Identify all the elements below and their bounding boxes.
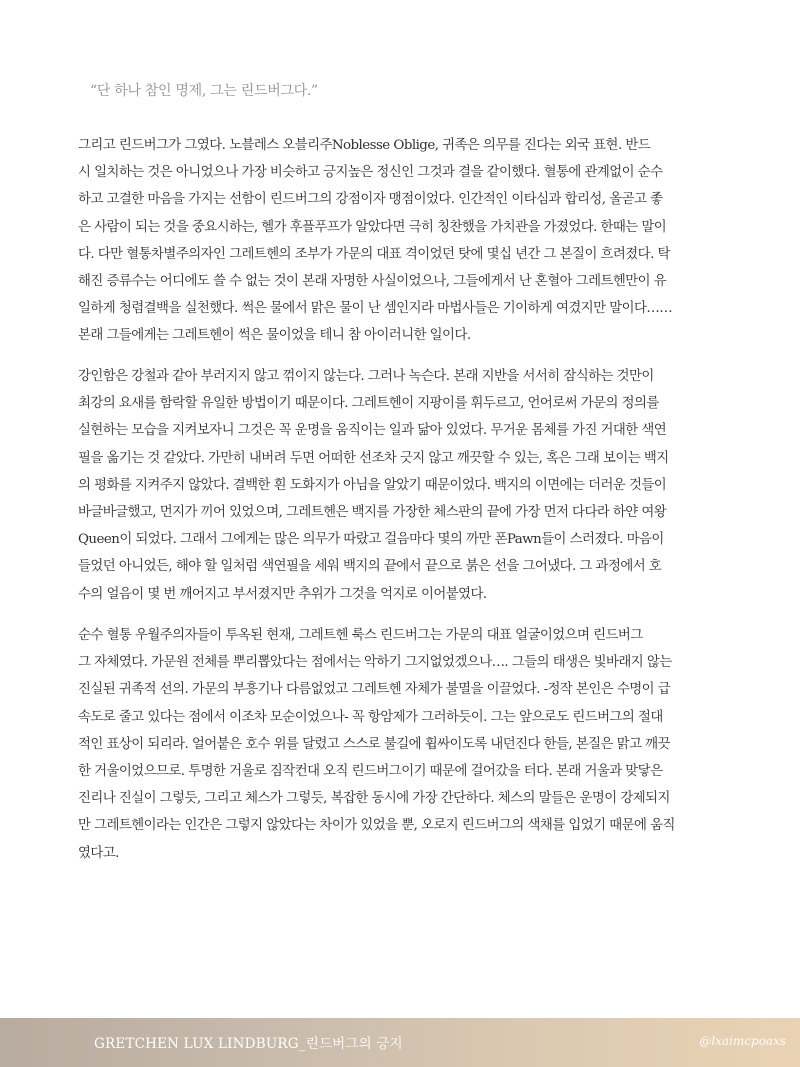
text-line: 하고 고결한 마음을 가지는 선함이 린드버그의 강점이자 맹점이었다. 인간적인 이타심과 합리성, 올곧고 좋 <box>78 192 663 208</box>
text-line: 수의 얼음이 몇 번 깨어지고 부서졌지만 추위가 그것을 억지로 이어붙였다. <box>78 586 487 602</box>
footer-title: GRETCHEN LUX LINDBURG_린드버그의 긍지 <box>94 1036 403 1052</box>
footer-bar <box>0 1018 800 1067</box>
text-line: 의 평화를 지켜주지 않았다. 결백한 흰 도화지가 아님을 알았기 때문이었다. 백지의 이면에는 더러운 것들이 <box>78 477 667 493</box>
paragraph-1 <box>78 132 728 350</box>
text-line: 순수 혈통 우월주의자들이 투옥된 현재, 그레트헨 룩스 린드버그는 가문의 대표 얼굴이었으며 린드버그 <box>78 628 643 643</box>
author-handle: @lxaimcpoaxs <box>699 1034 786 1048</box>
text-line: 실현하는 모습을 지켜보자니 그것은 꼭 운명을 움직이는 일과 닮아 있었다. 무거운 몸체를 가진 거대한 색연 <box>78 423 667 439</box>
text-line: 그리고 린드버그가 그였다. 노블레스 오블리주Noblesse Oblige, 귀족은 의무를 진다는 외국 표현. 반드 <box>78 138 651 153</box>
text-line: 였다고. <box>78 845 119 861</box>
text-line: Queen이 되었다. 그래서 그에게는 많은 의무가 따랐고 걸음마다 몇의 까만 폰Pawn들이 스러졌다. 마음이 <box>78 532 664 548</box>
text-line: 진실된 귀족적 선의. 가문의 부흥기나 다름없었고 그레트헨 자체가 불멸을 이끌었다. -정작 본인은 수명이 급 <box>78 682 671 698</box>
text-line: 은 사람이 되는 것을 중요시하는, 헬가 후플푸프가 알았다면 극히 칭찬했을 가치관을 가졌었다. 한때는 말이 <box>78 219 667 235</box>
text-line: 일하게 청렴결백을 실천했다. 썩은 물에서 맑은 물이 난 셈인지라 마법사들은 기이하게 여겼지만 말이다…… <box>78 301 673 317</box>
opening-quote: “단 하나 참인 명제, 그는 린드버그다.” <box>90 83 318 99</box>
text-line: 바글바글했고, 먼지가 끼어 있었으며, 그레트헨은 백지를 가장한 체스판의 끝에 가장 먼저 다다라 하얀 여왕 <box>78 504 667 520</box>
text-line: 속도로 줄고 있다는 점에서 이조차 모순이었으나- 꼭 항암제가 그러하듯이. 그는 앞으로도 린드버그의 절대 <box>78 709 663 725</box>
paragraph-2 <box>78 363 728 608</box>
text-line: 최강의 요새를 함락할 유일한 방법이기 때문이다. 그레트헨이 지팡이를 휘두르고, 언어로써 가문의 정의를 <box>78 396 659 412</box>
text-line: 본래 그들에게는 그레트헨이 썩은 물이었을 테니 참 아이러니한 일이다. <box>78 328 471 344</box>
text-line: 들었던 아니었든, 해야 할 일처럼 색연필을 세워 백지의 끝에서 끝으로 붉은 선을 그어냈다. 그 과정에서 호 <box>78 559 662 575</box>
text-line: 적인 표상이 되리라. 얼어붙은 호수 위를 달렸고 스스로 불길에 휩싸이도록 내던진다 한들, 본질은 맑고 깨끗 <box>78 736 670 752</box>
text-line: 시 일치하는 것은 아니었으나 가장 비슷하고 긍지높은 정신인 그것과 결을 같이했다. 혈통에 관계없이 순수 <box>78 165 663 181</box>
text-line: 강인함은 강철과 같아 부러지지 않고 꺾이지 않는다. 그러나 녹슨다. 본래 지반을 서서히 잠식하는 것만이 <box>78 369 654 384</box>
paragraph-3 <box>78 622 728 867</box>
text-line: 진리나 진실이 그렇듯, 그리고 체스가 그렇듯, 복잡한 동시에 가장 간단하다. 체스의 말들은 운명이 강제되지 <box>78 791 670 807</box>
text-line: 한 거울이었으므로. 투명한 거울로 짐작컨대 오직 린드버그이기 때문에 걸어갔을 터다. 본래 거울과 맞닿은 <box>78 763 663 779</box>
text-line: 다. 다만 혈통차별주의자인 그레트헨의 조부가 가문의 대표 격이었던 탓에 몇십 년간 그 본질이 흐려졌다. 탁 <box>78 246 670 262</box>
text-line: 필을 옮기는 것 같았다. 가만히 내버려 두면 어떠한 선조차 긋지 않고 깨끗할 수 있는, 혹은 그래 보이는 백지 <box>78 450 669 466</box>
text-line: 만 그레트헨이라는 인간은 그렇지 않았다는 차이가 있었을 뿐, 오로지 린드버그의 색채를 입었기 때문에 움직 <box>78 818 675 834</box>
text-line: 해진 증류수는 어디에도 쓸 수 없는 것이 본래 자명한 사실이었으나, 그들에게서 난 혼혈아 그레트헨만이 유 <box>78 273 667 289</box>
text-line: 그 자체였다. 가문원 전체를 뿌리뽑았다는 점에서는 악하기 그지없었겠으나…. 그들의 태생은 빛바래지 않는 <box>78 655 672 671</box>
